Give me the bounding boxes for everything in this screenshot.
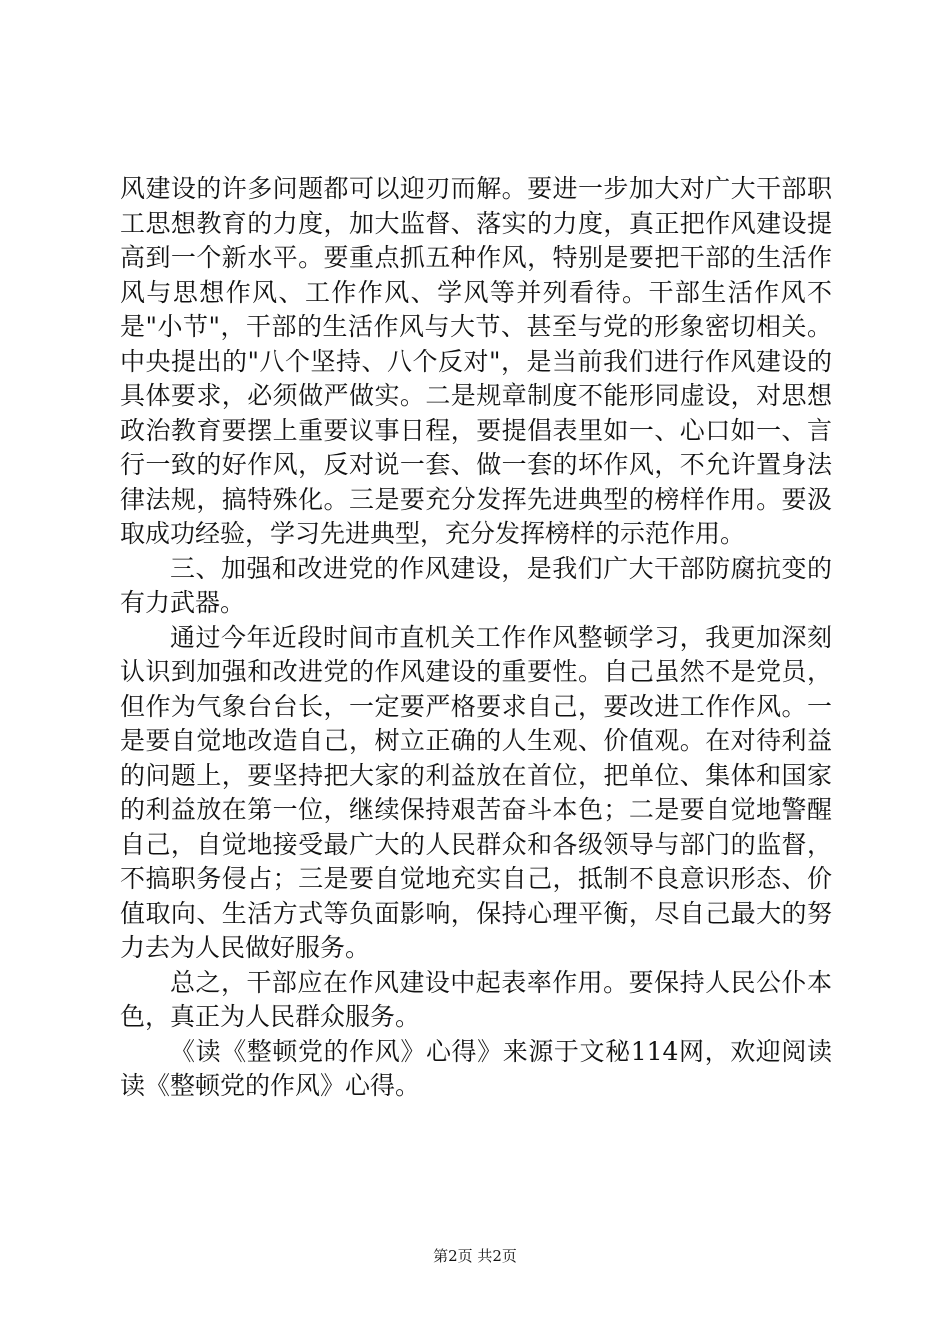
page-footer: 第2页 共2页 bbox=[433, 1247, 517, 1265]
paragraph-section-three-heading: 三、加强和改进党的作风建设，是我们广大干部防腐抗变的有力武器。 bbox=[120, 553, 832, 617]
paragraph-source-note: 《读《整顿党的作风》心得》来源于文秘114网，欢迎阅读读《整顿党的作风》心得。 bbox=[120, 1036, 832, 1100]
paragraph-continuation: 风建设的许多问题都可以迎刃而解。要进一步加大对广大干部职工思想教育的力度，加大监督、落实的力度，真正把作风建设提高到一个新水平。要重点抓五种作风，特别是要把干部的生活作风与思想作风、工作作风、学风等并列看待。干部生活作风不是"小节"，干部的生活作风与大节、甚至与党的形象密切相关。中央提出的"八个坚持、八个反对"，是当前我们进行作风建设的具体要求，必须做严做实。二是规章制度不能形同虚设，对思想政治教育要摆上重要议事日程，要提倡表里如一、心口如一、言行一致的好作风，反对说一套、做一套的坏作风，不允许置身法律法规，搞特殊化。三是要充分发挥先进典型的榜样作用。要汲取成功经验，学习先进典型，充分发挥榜样的示范作用。 bbox=[120, 174, 832, 548]
document-body bbox=[120, 172, 832, 1104]
paragraph-conclusion: 总之，干部应在作风建设中起表率作用。要保持人民公仆本色，真正为人民群众服务。 bbox=[120, 967, 832, 1031]
paragraph-personal-reflection: 通过今年近段时间市直机关工作作风整顿学习，我更加深刻认识到加强和改进党的作风建设的重要性。自己虽然不是党员，但作为气象台台长，一定要严格要求自己，要改进工作作风。一是要自觉地改造自己，树立正确的人生观、价值观。在对待利益的问题上，要坚持把大家的利益放在首位，把单位、集体和国家的利益放在第一位，继续保持艰苦奋斗本色；二是要自觉地警醒自己，自觉地接受最广大的人民群众和各级领导与部门的监督，不搞职务侵占；三是要自觉地充实自己，抵制不良意识形态、价值取向、生活方式等负面影响，保持心理平衡，尽自己最大的努力去为人民做好服务。 bbox=[120, 622, 832, 962]
